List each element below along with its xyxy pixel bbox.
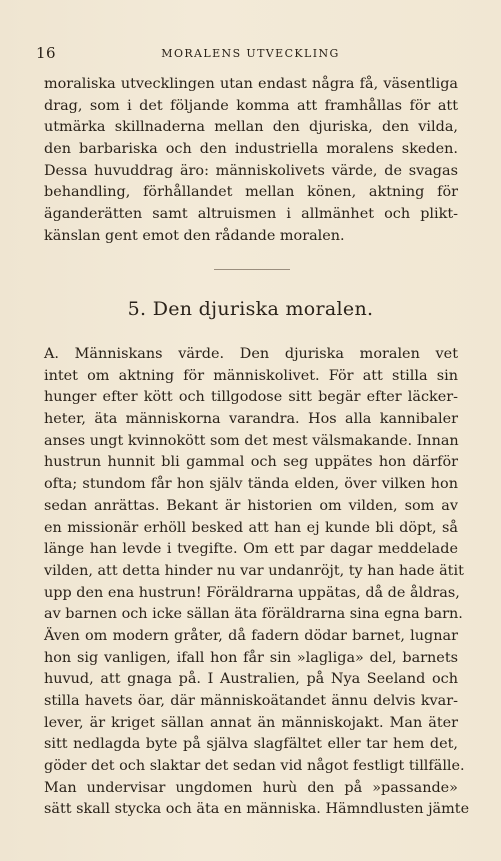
- text-line: en missionär erhöll besked att han ej kunde bli döpt, så: [44, 519, 458, 536]
- text-line: upp den ena hustrun! Föräldrarna uppätas, då de åldras,: [44, 584, 460, 601]
- text-line: av barnen och icke sällan äta föräldrarna sina egna barn.: [44, 606, 463, 623]
- text-line: vilden, att detta hinder nu var undanröjt, ty han hade ätit: [44, 562, 464, 579]
- text-line: behandling, förhållandet mellan könen, aktning för: [44, 184, 458, 201]
- text-line: Även om modern gråter, då fadern dödar barnet, lugnar: [44, 627, 458, 644]
- text-line: sätt skall stycka och äta en människa. Hämndlusten jämte: [44, 801, 470, 818]
- text-line: anses ungt kvinnokött som det mest välsmakande. Innan: [44, 432, 459, 449]
- text-line: den barbariska och den industriella moralens skeden.: [44, 141, 458, 158]
- text-line: huvud, att gnaga på. I Australien, på Nya Seeland och: [44, 671, 458, 688]
- text-line: hunger efter kött och tillgodose sitt begär efter läcker-: [44, 389, 458, 406]
- text-line: ofta; stundom får hon själv tända elden, över vilken hon: [44, 476, 458, 493]
- text-line: sedan anrättas. Bekant är historien om vilden, som av: [44, 497, 458, 514]
- text-line: Man undervisar ungdomen hurù den på »passande»: [44, 779, 458, 796]
- text-line: länge han levde i tvegifte. Om ett par dagar meddelade: [44, 541, 458, 558]
- section-divider: [214, 269, 290, 270]
- text-line: A. Människans värde. Den djuriska moralen vet: [44, 346, 458, 362]
- text-line: heter, äta människorna varandra. Hos alla kannibaler: [44, 411, 458, 428]
- section-paragraph: [44, 344, 470, 821]
- text-line: hon sig vanligen, ifall hon får sin »lagliga» del, barnets: [44, 649, 458, 666]
- text-line: lever, är kriget sällan annat än människojakt. Man äter: [44, 714, 458, 731]
- text-line: känslan gent emot den rådande moralen.: [44, 227, 345, 244]
- text-line: utmärka skillnaderna mellan den djuriska, den vilda,: [44, 119, 458, 136]
- text-line: intet om aktning för människolivet. För att stilla sin: [44, 367, 458, 384]
- section-heading: 5. Den djuriska moralen.: [127, 298, 374, 320]
- text-line: drag, som i det följande komma att framhållas för att: [44, 97, 458, 114]
- text-line: Dessa huvuddrag äro: människolivets värde, de svagas: [44, 162, 458, 179]
- text-line: äganderätten samt altruismen i allmänhet och plikt-: [44, 206, 458, 223]
- page-number: 16: [36, 44, 57, 62]
- intro-paragraph: [44, 74, 458, 248]
- running-head: MORALENS UTVECKLING: [161, 47, 340, 60]
- text-line: göder det och slaktar det sedan vid något festligt tillfälle.: [44, 758, 465, 775]
- text-line: sitt nedlagda byte på själva slagfältet eller tar hem det,: [44, 736, 458, 753]
- text-line: moraliska utvecklingen utan endast några få, väsentliga: [44, 76, 458, 92]
- text-line: stilla havets öar, där människoätandet ännu delvis kvar-: [44, 693, 458, 709]
- text-line: hustrun hunnit bli gammal och seg uppätes hon därför: [44, 454, 458, 471]
